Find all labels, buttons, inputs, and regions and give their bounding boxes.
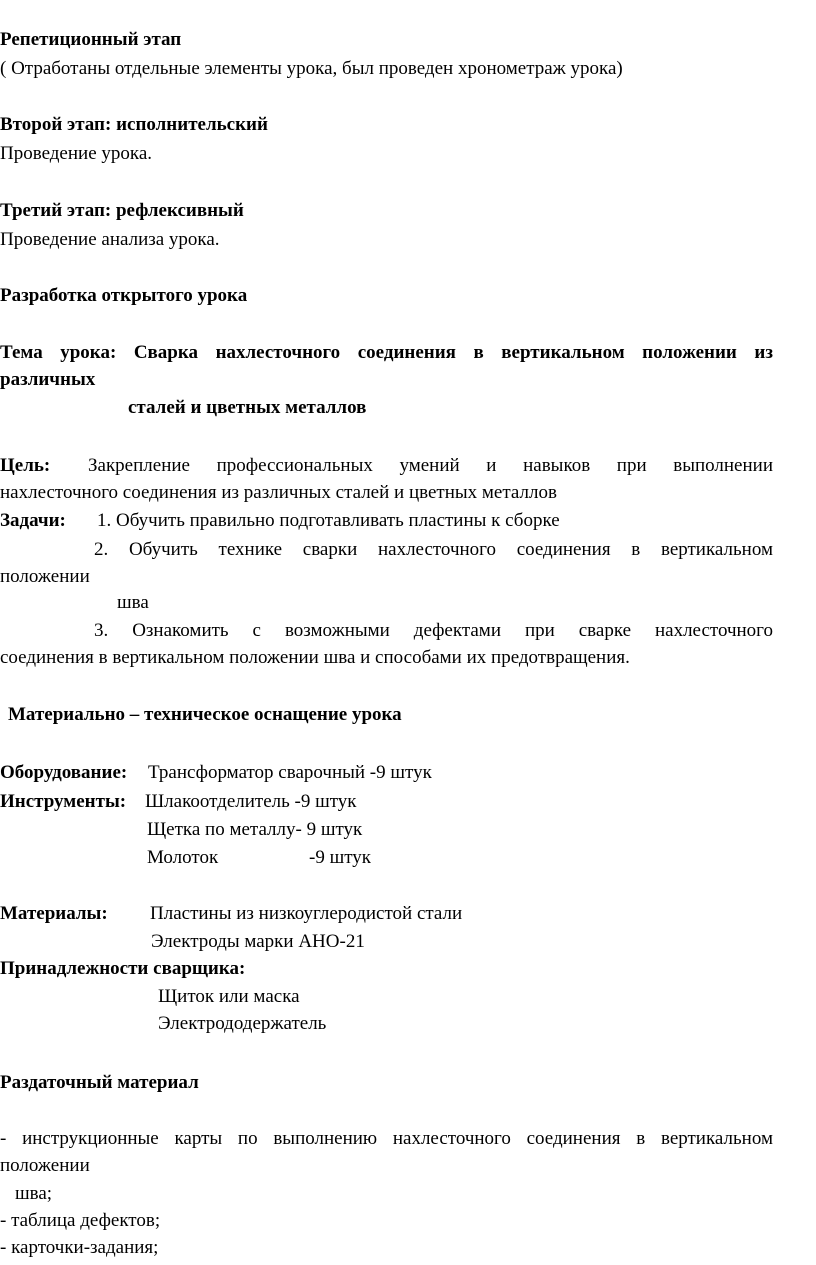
task-2-line-1: 2. Обучить технике сварки нахлесточного соединения в вертикальном (94, 539, 773, 560)
accessories-item-1: Щиток или маска (158, 986, 300, 1007)
topic-line-2: различных (0, 369, 96, 390)
task-1: 1. Обучить правильно подготавливать пластины к сборке (97, 510, 560, 531)
tools-item-1: Шлакоотделитель -9 штук (145, 791, 357, 812)
handout-item-2: - таблица дефектов; (0, 1210, 161, 1231)
tools-label: Инструменты: (0, 791, 127, 812)
accessories-label: Принадлежности сварщика: (0, 958, 246, 979)
materials-item-1: Пластины из низкоуглеродистой стали (150, 903, 463, 924)
equipment-label: Оборудование: (0, 762, 128, 783)
materials-label: Материалы: (0, 903, 108, 924)
task-2-line-3: шва (117, 592, 149, 613)
tools-item-3-qty: -9 штук (309, 847, 371, 868)
stage-rehearsal-title: Репетиционный этап (0, 29, 182, 50)
tools-item-2: Щетка по металлу- 9 штук (147, 819, 363, 840)
materials-item-2: Электроды марки АНО-21 (151, 931, 365, 952)
handout-title: Раздаточный материал (0, 1072, 199, 1093)
topic-line-3: сталей и цветных металлов (128, 397, 367, 418)
stage-third-text: Проведение анализа урока. (0, 229, 220, 250)
accessories-item-2: Электрододержатель (158, 1013, 327, 1034)
equipment-section-title: Материально – техническое оснащение урока (8, 704, 402, 725)
stage-rehearsal-text: ( Отработаны отдельные элементы урока, был проведен хронометраж урока) (0, 58, 623, 79)
handout-item-1-line-2: положении (0, 1155, 90, 1176)
topic-line-1: Тема урока: Сварка нахлесточного соединения в вертикальном положении из (0, 342, 773, 363)
task-3-line-1: 3. Ознакомить с возможными дефектами при сварке нахлесточного (94, 620, 773, 641)
equipment-value: Трансформатор сварочный -9 штук (148, 762, 432, 783)
stage-second-title: Второй этап: исполнительский (0, 114, 268, 135)
tasks-label: Задачи: (0, 510, 66, 531)
task-3-line-2: соединения в вертикальном положении шва и способами их предотвращения. (0, 647, 630, 668)
task-2-line-2: положении (0, 566, 90, 587)
tools-item-3-name: Молоток (147, 847, 219, 868)
development-title: Разработка открытого урока (0, 285, 248, 306)
handout-item-1-line-1: - инструкционные карты по выполнению нахлесточного соединения в вертикальном (0, 1128, 773, 1149)
stage-third-title: Третий этап: рефлексивный (0, 200, 244, 221)
goal-line-2: нахлесточного соединения из различных сталей и цветных металлов (0, 482, 557, 503)
goal-label: Цель: (0, 455, 51, 476)
handout-item-1-line-3: шва; (15, 1183, 53, 1204)
handout-item-3: - карточки-задания; (0, 1237, 159, 1258)
goal-line-1: Закрепление профессиональных умений и навыков при выполнении (88, 455, 773, 476)
stage-second-text: Проведение урока. (0, 143, 153, 164)
